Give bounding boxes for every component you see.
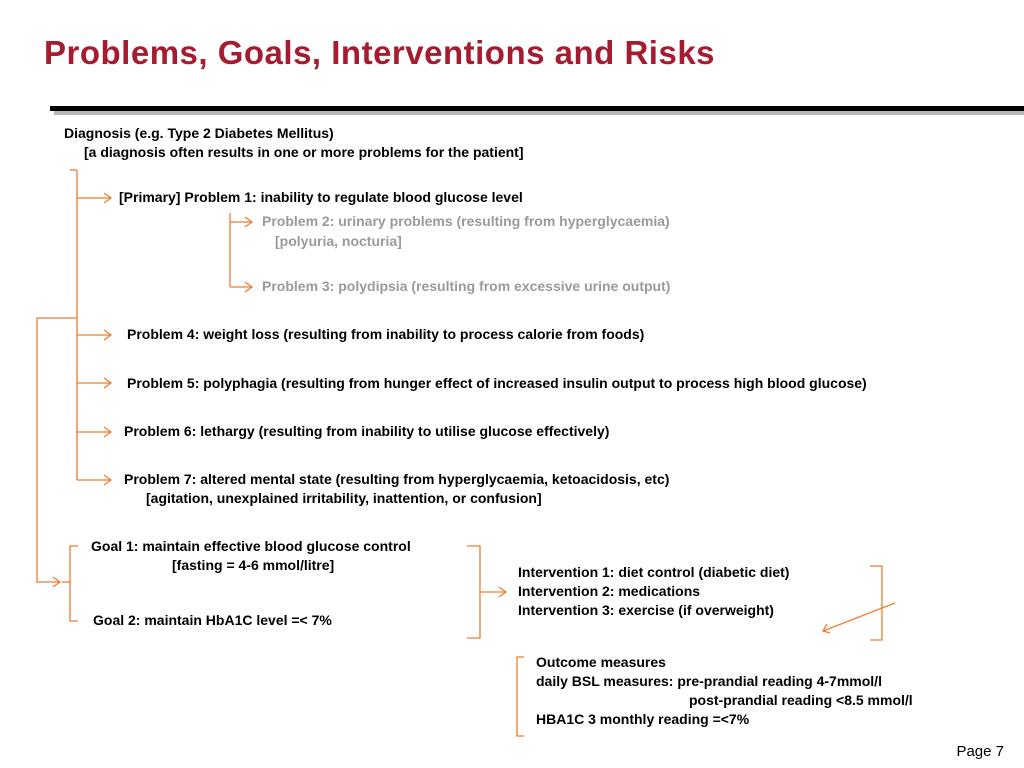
intervention-2: Intervention 2: medications bbox=[518, 583, 701, 599]
arrow-to-interventions bbox=[480, 587, 506, 597]
arrow-problem-2 bbox=[230, 217, 252, 227]
page-number: Page 7 bbox=[956, 743, 1004, 760]
goals-right-bracket bbox=[467, 546, 480, 638]
arrow-problem-6 bbox=[77, 427, 111, 437]
problem-5: Problem 5: polyphagia (resulting from hunger effect of increased insulin output to process high blood glucose) bbox=[127, 375, 867, 391]
goal-1: Goal 1: maintain effective blood glucose control bbox=[91, 538, 411, 554]
interventions-bracket bbox=[870, 566, 882, 640]
problem-7: Problem 7: altered mental state (resulting from hyperglycaemia, ketoacidosis, etc) bbox=[124, 471, 670, 487]
outcome-heading: Outcome measures bbox=[536, 654, 666, 670]
problem-3: Problem 3: polydipsia (resulting from excessive urine output) bbox=[262, 278, 671, 294]
goal-1-detail: [fasting = 4-6 mmol/litre] bbox=[172, 557, 335, 573]
arrow-interventions-feedback bbox=[823, 603, 895, 633]
diagnosis-heading: Diagnosis (e.g. Type 2 Diabetes Mellitus) bbox=[64, 125, 334, 141]
arrow-problem-3 bbox=[230, 282, 252, 292]
problem-2: Problem 2: urinary problems (resulting from hyperglycaemia) bbox=[262, 213, 670, 229]
problem-6: Problem 6: lethargy (resulting from inability to utilise glucose effectively) bbox=[124, 423, 610, 439]
problem-1: [Primary] Problem 1: inability to regulate blood glucose level bbox=[119, 189, 523, 205]
slide-title: Problems, Goals, Interventions and Risks bbox=[44, 34, 716, 71]
problem-7-detail: [agitation, unexplained irritability, inattention, or confusion] bbox=[146, 490, 542, 506]
outcome-bsl-post: post-prandial reading <8.5 mmol/l bbox=[689, 692, 913, 708]
goals-bracket bbox=[70, 546, 78, 621]
intervention-3: Intervention 3: exercise (if overweight) bbox=[518, 602, 774, 618]
arrow-problem-1 bbox=[77, 193, 111, 203]
diagnosis-note: [a diagnosis often results in one or more problems for the patient] bbox=[84, 144, 524, 160]
arrow-problem-5 bbox=[77, 378, 111, 388]
outcome-hba1c: HBA1C 3 monthly reading =<7% bbox=[536, 711, 750, 727]
goal-2: Goal 2: maintain HbA1C level =< 7% bbox=[93, 612, 332, 628]
outcome-bracket bbox=[517, 657, 524, 736]
outcome-bsl: daily BSL measures: pre-prandial reading 4-7mmol/l bbox=[536, 673, 882, 689]
problem-4: Problem 4: weight loss (resulting from inability to process calorie from foods) bbox=[127, 326, 645, 342]
intervention-1: Intervention 1: diet control (diabetic diet) bbox=[518, 564, 790, 580]
problem-2-detail: [polyuria, nocturia] bbox=[275, 233, 402, 249]
arrow-problem-7 bbox=[77, 475, 111, 485]
arrow-problem-4 bbox=[77, 330, 111, 340]
